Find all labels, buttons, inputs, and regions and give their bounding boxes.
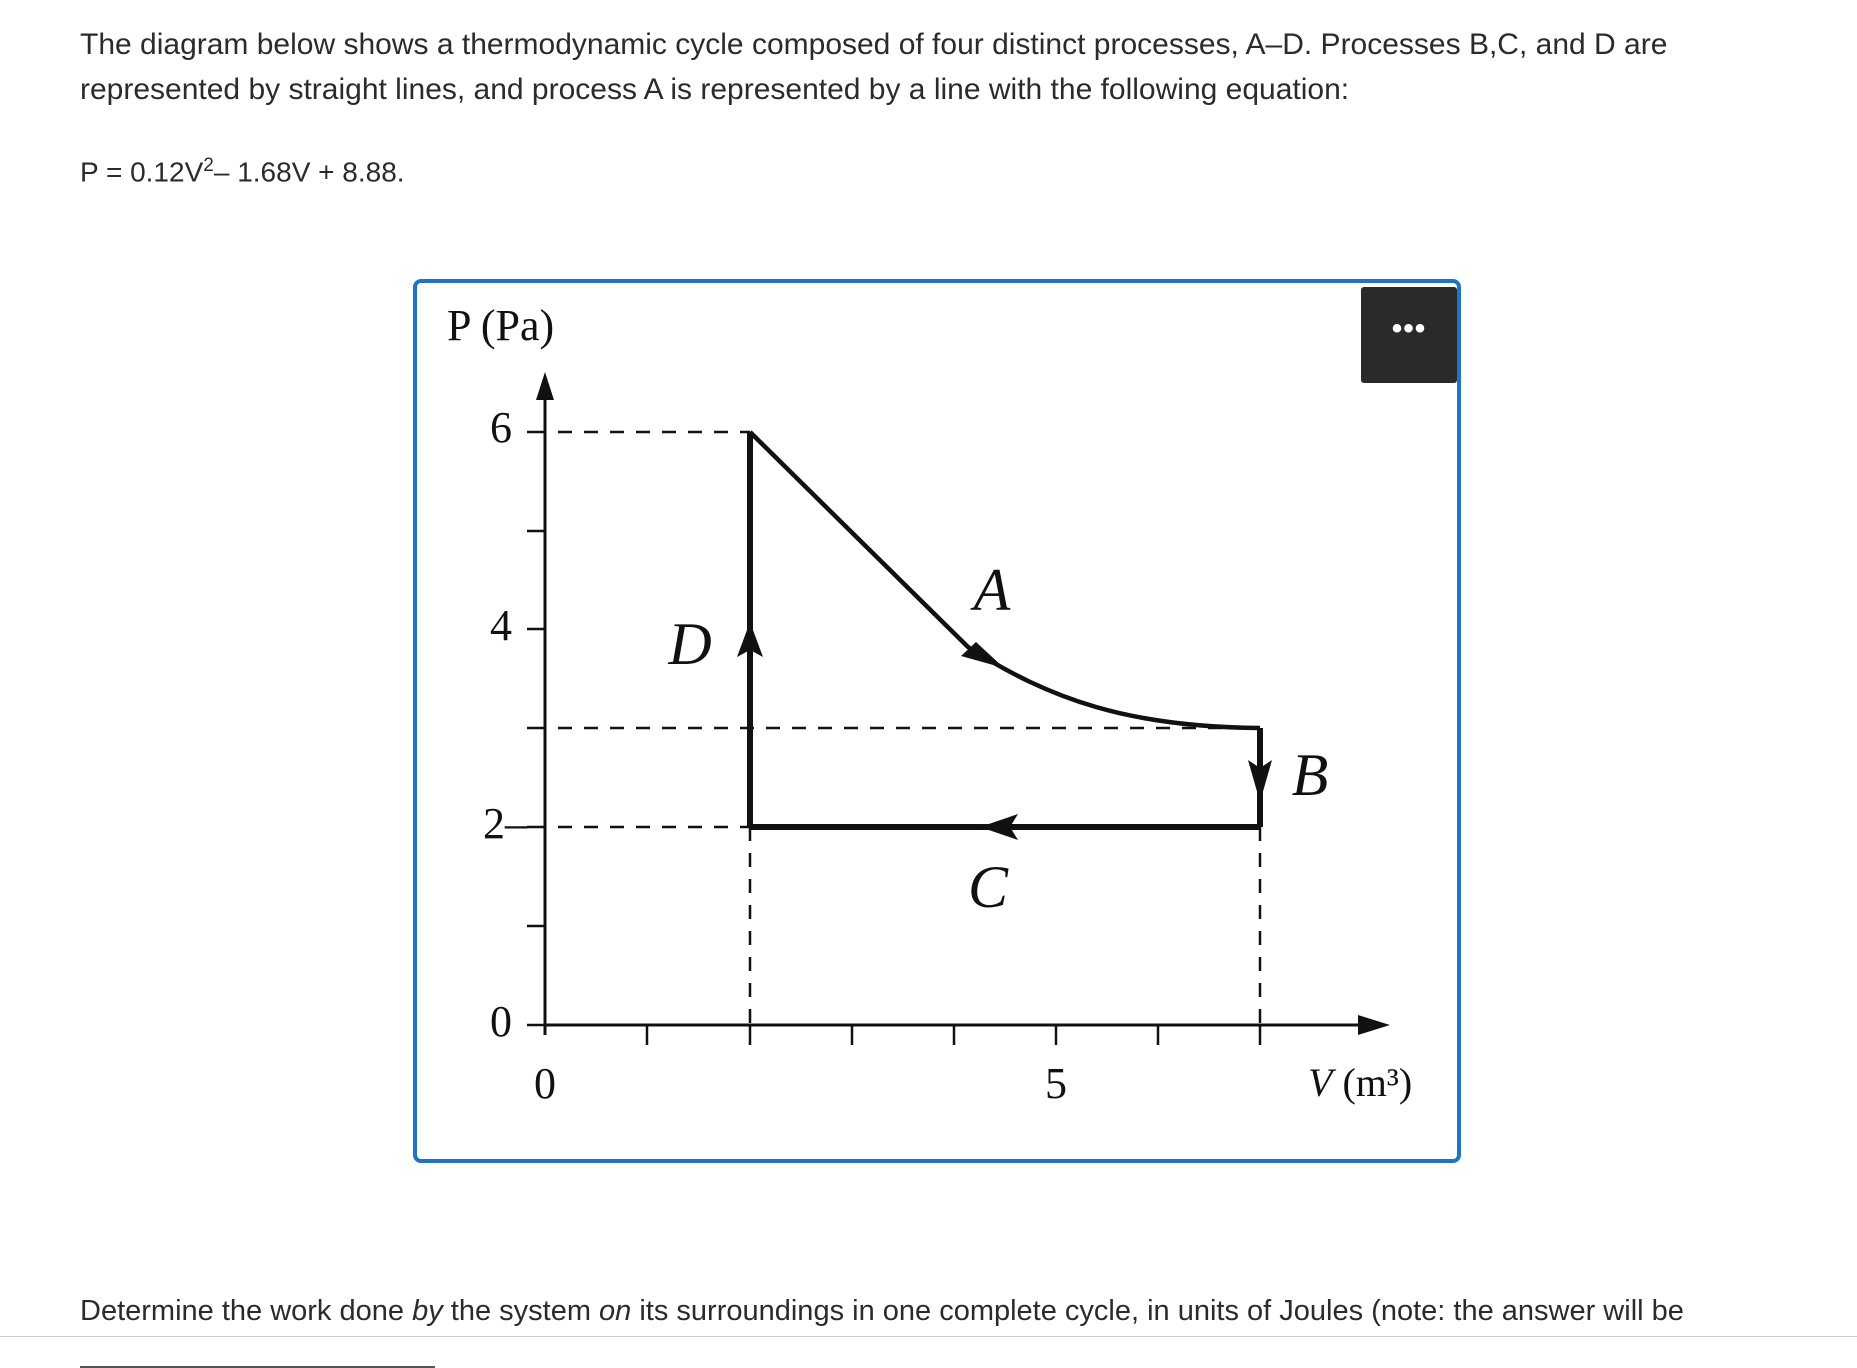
problem-intro: The diagram below shows a thermodynamic cycle composed of four distinct processes, A–D. Processes B,C, and D are represented by straight lines, and process A is represented by a line with the following equation: — [80, 28, 1668, 106]
more-options-button[interactable]: ••• — [1361, 287, 1457, 383]
question-by: by — [412, 1295, 443, 1327]
y-axis-arrowhead — [536, 372, 554, 400]
bottom-divider — [0, 1336, 1857, 1337]
y-axis-label: P (Pa) — [447, 301, 555, 350]
question-pre: Determine the work done — [80, 1295, 413, 1327]
y-tick-label-2: 2– — [483, 799, 527, 848]
x-axis-label-unit: (m³) — [1332, 1060, 1413, 1105]
y-tick-label-6: 6 — [490, 403, 512, 452]
question-mid: the system — [442, 1295, 600, 1327]
question-text — [80, 1295, 1684, 1328]
x-tick-label-0: 0 — [534, 1059, 556, 1108]
question-on: on — [599, 1295, 632, 1327]
equation-start: P = 0.12V — [80, 156, 204, 188]
question-post: its surroundings in one complete cycle, in units of Joules (note: the answer will be — [631, 1295, 1684, 1327]
equation-exponent: 2 — [203, 155, 214, 176]
process-label-b: B — [1291, 742, 1329, 808]
equation-end: – 1.68V + 8.88. — [213, 156, 405, 188]
process-label-a: A — [973, 557, 1011, 623]
y-tick-label-4: 4 — [490, 601, 512, 650]
x-tick-label-5: 5 — [1045, 1059, 1067, 1108]
process-label-c: C — [967, 854, 1009, 920]
x-axis-label-var: V — [1308, 1060, 1333, 1105]
x-axis-arrowhead — [1358, 1015, 1390, 1035]
process-label-d: D — [668, 611, 712, 677]
x-axis-label — [1308, 1060, 1412, 1105]
y-tick-label-0: 0 — [490, 997, 512, 1046]
